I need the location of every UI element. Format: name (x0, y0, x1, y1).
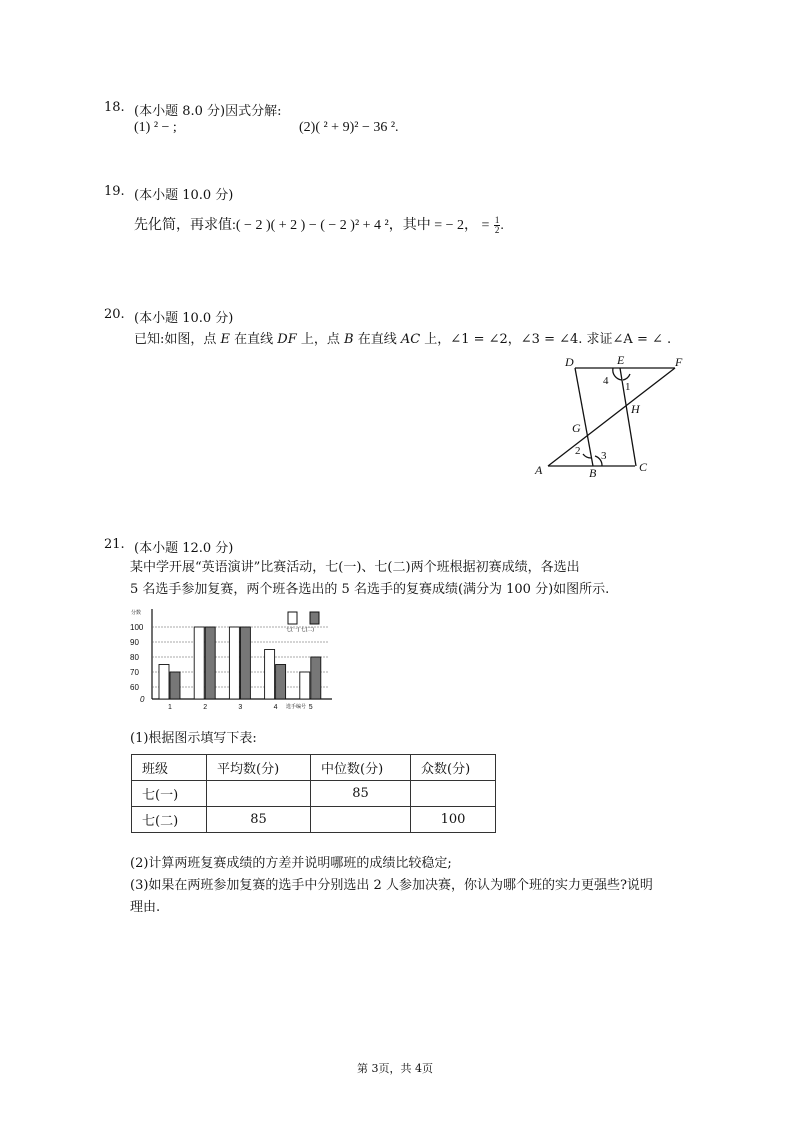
table-header-cell: 班级 (132, 755, 207, 781)
label-angle-2: 2 (575, 445, 581, 457)
label-a: A (535, 463, 543, 477)
angle-1-arc (623, 374, 630, 380)
q19-expression: 先化简，再求值:( − 2 )( + 2 ) − ( − 2 )² + 4 ²，其中 = − 2， = (134, 218, 493, 233)
label-angle-1: 1 (625, 381, 631, 393)
chart-x-tick-label: 2 (203, 704, 208, 711)
chart-legend-text: 七(一) 七(二) (286, 627, 315, 633)
chart-y-tick-label: 80 (130, 653, 139, 662)
table-row (132, 807, 496, 833)
table-cell: 七(一) (132, 781, 207, 807)
table-cell (311, 807, 411, 833)
q19-text (134, 214, 504, 235)
chart-bar (276, 665, 286, 700)
q20-number: 20. (104, 307, 125, 322)
table-cell: 七(二) (132, 807, 207, 833)
label-angle-4: 4 (603, 375, 609, 387)
chart-x-tick-label: 4 (273, 704, 278, 711)
q21-line2: 5 名选手参加复赛，两个班各选出的 5 名选手的复赛成绩(满分为 100 分)如图所示. (130, 582, 610, 597)
chart-bar (194, 627, 204, 699)
q20-point-b: B (344, 332, 354, 347)
table-header-row (132, 755, 496, 781)
q20-header: (本小题 10.0 分) (134, 311, 234, 326)
q18-header: (本小题 8.0 分)因式分解: (134, 104, 282, 119)
q20-text (134, 328, 671, 347)
chart-y-tick-label: 70 (130, 668, 139, 677)
q20-line-df: DF (277, 332, 297, 347)
q21-part2: (2)计算两班复赛成绩的方差并说明哪班的成绩比较稳定; (130, 856, 452, 871)
q21-part1: (1)根据图示填写下表: (130, 731, 257, 746)
table-cell: 85 (207, 807, 311, 833)
legend-swatch-class1 (288, 612, 297, 624)
q19-header: (本小题 10.0 分) (134, 188, 234, 203)
table-cell: 85 (311, 781, 411, 807)
q20-line-ac: AC (400, 332, 421, 347)
chart-bar (300, 672, 310, 699)
angle-2-arc (583, 454, 591, 458)
chart-x-tick-label: 5 (308, 704, 313, 711)
chart-bars (159, 627, 321, 699)
label-h: H (631, 402, 640, 416)
table-cell (411, 781, 496, 807)
chart-bar (229, 627, 239, 699)
q19-end: . (500, 218, 504, 233)
q21-part3-line1: (3)如果在两班参加复赛的选手中分别选出 2 人参加决赛，你认为哪个班的实力更强些?说明 (130, 878, 653, 893)
chart-bar (205, 627, 215, 699)
label-b: B (589, 466, 597, 480)
q20-text-a: 已知:如图，点 (134, 332, 221, 347)
q20-text-b: 在直线 (230, 332, 278, 347)
score-table (131, 754, 496, 833)
chart-y-tick-label: 0 (140, 695, 145, 704)
chart-y-tick-label: 90 (130, 638, 139, 647)
chart-y-tick-label: 60 (130, 683, 139, 692)
chart-bar (311, 657, 321, 699)
table-header-cell: 平均数(分) (207, 755, 311, 781)
chart-bar (240, 627, 250, 699)
label-c: C (639, 460, 648, 474)
q20-text-d: 在直线 (353, 332, 401, 347)
line-af (548, 368, 675, 466)
q18-part1: (1) ² − ; (134, 120, 177, 135)
q20-text-e: 上，∠1 = ∠2，∠3 = ∠4. 求证∠A = ∠ . (420, 332, 672, 347)
chart-ylabel: 分数 (131, 610, 142, 616)
q18-number: 18. (104, 100, 125, 115)
chart-bar (159, 665, 169, 700)
q20-geometry-figure (525, 350, 695, 485)
q18-part2: (2)( ² + 9)² − 36 ². (299, 120, 399, 135)
table-header-cell: 中位数(分) (311, 755, 411, 781)
legend-swatch-class2 (310, 612, 319, 624)
q21-number: 21. (104, 537, 125, 552)
label-d: D (565, 355, 574, 369)
chart-xlabel: 选手编号 (286, 704, 307, 710)
q21-header: (本小题 12.0 分) (134, 541, 234, 556)
table-header-cell: 众数(分) (411, 755, 496, 781)
label-g: G (572, 421, 581, 435)
label-angle-3: 3 (601, 450, 607, 462)
chart-bar (170, 672, 180, 699)
q20-point-e: E (220, 332, 231, 347)
page-footer: 第 3页，共 4页 (357, 1062, 433, 1075)
chart-x-tick-label: 1 (168, 704, 172, 711)
score-bar-chart (128, 605, 338, 715)
q19-number: 19. (104, 184, 125, 199)
q21-line1: 某中学开展“英语演讲”比赛活动，七(一)、七(二)两个班根据初赛成绩，各选出 (130, 560, 580, 575)
q19-frac-den: 2 (494, 225, 500, 236)
chart-bar (265, 650, 275, 700)
table-cell: 100 (411, 807, 496, 833)
q19-frac-num: 1 (494, 215, 500, 226)
table-row (132, 781, 496, 807)
table-cell (207, 781, 311, 807)
label-f: F (675, 355, 683, 369)
chart-y-tick-label: 100 (130, 623, 144, 632)
chart-x-tick-label: 3 (238, 704, 243, 711)
q21-part3-line2: 理由. (130, 900, 161, 915)
label-e: E (617, 353, 625, 367)
q20-text-c: 上，点 (296, 332, 344, 347)
